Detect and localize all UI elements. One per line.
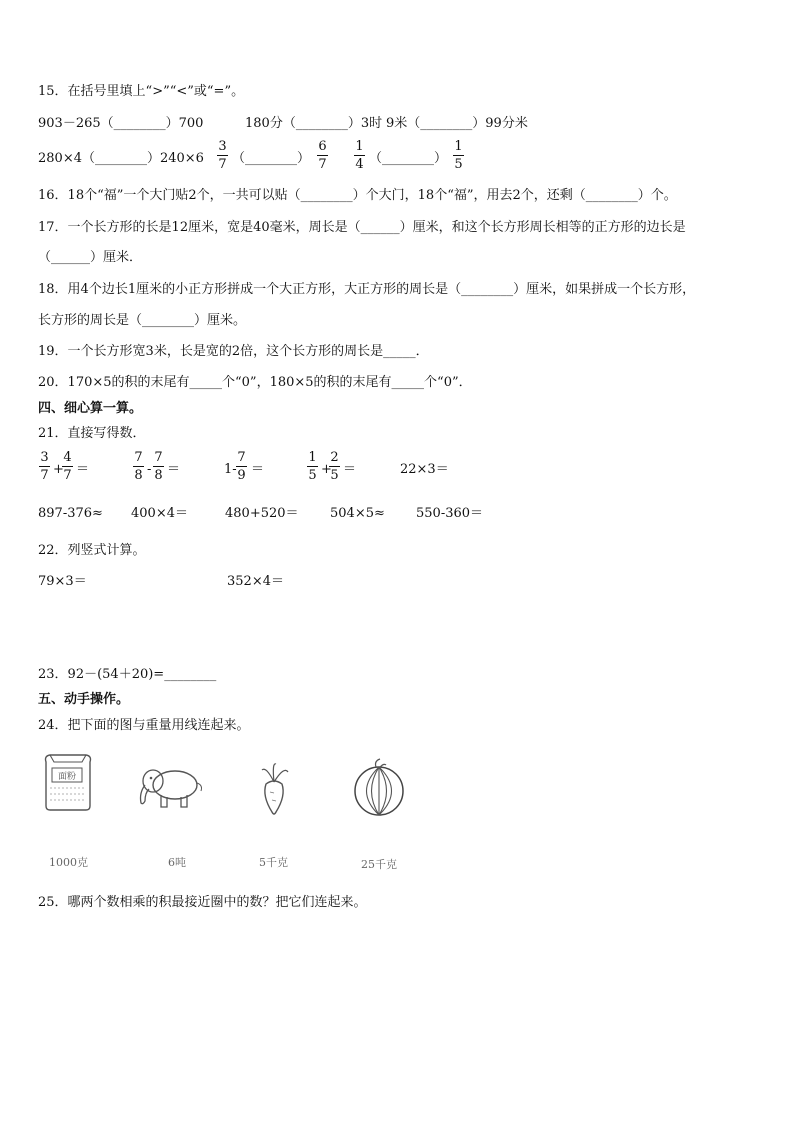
- q22-a: 79×3＝: [38, 574, 87, 589]
- q21-e1-eq: ＝: [76, 462, 90, 477]
- section-4-heading: 四、细心算一算。: [38, 401, 143, 416]
- q21-row2-item: 550-360＝: [416, 506, 484, 521]
- weight-label: 25千克: [361, 858, 397, 871]
- q21-e2-op: -: [147, 462, 152, 477]
- q21-e5: 22×3＝: [400, 462, 449, 477]
- q15-row2-a: 280×4（________）240×6: [38, 151, 204, 166]
- q21-e4-frac-a: 1 5: [308, 450, 317, 483]
- q21-e2-frac-b: 7 8: [154, 450, 163, 483]
- q15-fraction-1-5: 1 5: [454, 139, 463, 172]
- q21-row2-item: 400×4＝: [131, 506, 188, 521]
- q22-title: 22．列竖式计算。: [38, 543, 146, 558]
- radish-icon: [254, 760, 294, 818]
- q21-e4-eq: ＝: [343, 462, 357, 477]
- q22-b: 352×4＝: [227, 574, 284, 589]
- q17-line1: 17．一个长方形的长是12厘米，宽是40毫米，周长是（______）厘米，和这个长方形周长相等的正方形的边长是: [38, 220, 686, 235]
- q21-e3-eq: ＝: [251, 462, 265, 477]
- q21-e4-op: +: [321, 462, 332, 477]
- q21-e3-prefix: 1-: [224, 462, 237, 477]
- q18-line1: 18．用4个边长1厘米的小正方形拼成一个大正方形，大正方形的周长是（________）厘米，如果拼成一个长方形，: [38, 282, 696, 297]
- section-5-heading: 五、动手操作。: [38, 692, 130, 707]
- q23-text: 23．92－(54＋20)=________: [38, 667, 217, 682]
- q15-fraction-1-4: 1 4: [355, 139, 364, 172]
- q15-fraction-6-7: 6 7: [318, 139, 327, 172]
- q25-text: 25．哪两个数相乘的积最接近圈中的数？把它们连起来。: [38, 895, 367, 910]
- q15-row1-c: 9米（________）99分米: [386, 116, 528, 131]
- flour-bag-icon: [40, 752, 96, 812]
- watermelon-icon: [350, 757, 408, 817]
- q17-line2: （______）厘米．: [38, 250, 143, 265]
- q21-e2-eq: ＝: [167, 462, 181, 477]
- q21-e1-frac-b: 4 7: [63, 450, 72, 483]
- weight-label: 6吨: [168, 856, 186, 869]
- weight-label: 5千克: [259, 856, 288, 869]
- q24-title: 24．把下面的图与重量用线连起来。: [38, 718, 250, 733]
- q15-title: 15．在括号里填上“>”“<”或“=”。: [38, 84, 245, 99]
- q15-blank-3: （________）: [369, 151, 448, 166]
- q15-row1-a: 903－265（________）700: [38, 116, 204, 131]
- q15-fraction-3-7: 3 7: [218, 139, 227, 172]
- q21-e4-frac-b: 2 5: [330, 450, 339, 483]
- q20-text: 20．170×5的积的末尾有_____个“0”，180×5的积的末尾有_____个“0”．: [38, 375, 472, 390]
- q15-row1-b: 180分（________）3时: [245, 116, 383, 131]
- q21-e1-op: +: [53, 462, 64, 477]
- q15-blank-2: （________）: [232, 151, 311, 166]
- q16-text: 16．18个“福”一个大门贴2个，一共可以贴（________）个大门，18个“福”，用去2个，还剩（________）个。: [38, 188, 677, 203]
- q21-title: 21．直接写得数．: [38, 426, 146, 441]
- q21-e2-frac-a: 7 8: [134, 450, 143, 483]
- q21-e3-frac: 7 9: [237, 450, 246, 483]
- q21-row2-item: 897-376≈: [38, 506, 103, 521]
- svg-text:面粉: 面粉: [57, 772, 77, 782]
- weight-label: 1000克: [49, 856, 88, 869]
- q21-row2-item: 504×5≈: [330, 506, 385, 521]
- elephant-icon: [137, 763, 205, 811]
- q19-text: 19．一个长方形宽3米，长是宽的2倍，这个长方形的周长是_____．: [38, 344, 429, 359]
- q21-e1-frac-a: 3 7: [40, 450, 49, 483]
- q18-line2: 长方形的周长是（________）厘米。: [38, 313, 247, 328]
- q21-row2-item: 480+520＝: [225, 506, 299, 521]
